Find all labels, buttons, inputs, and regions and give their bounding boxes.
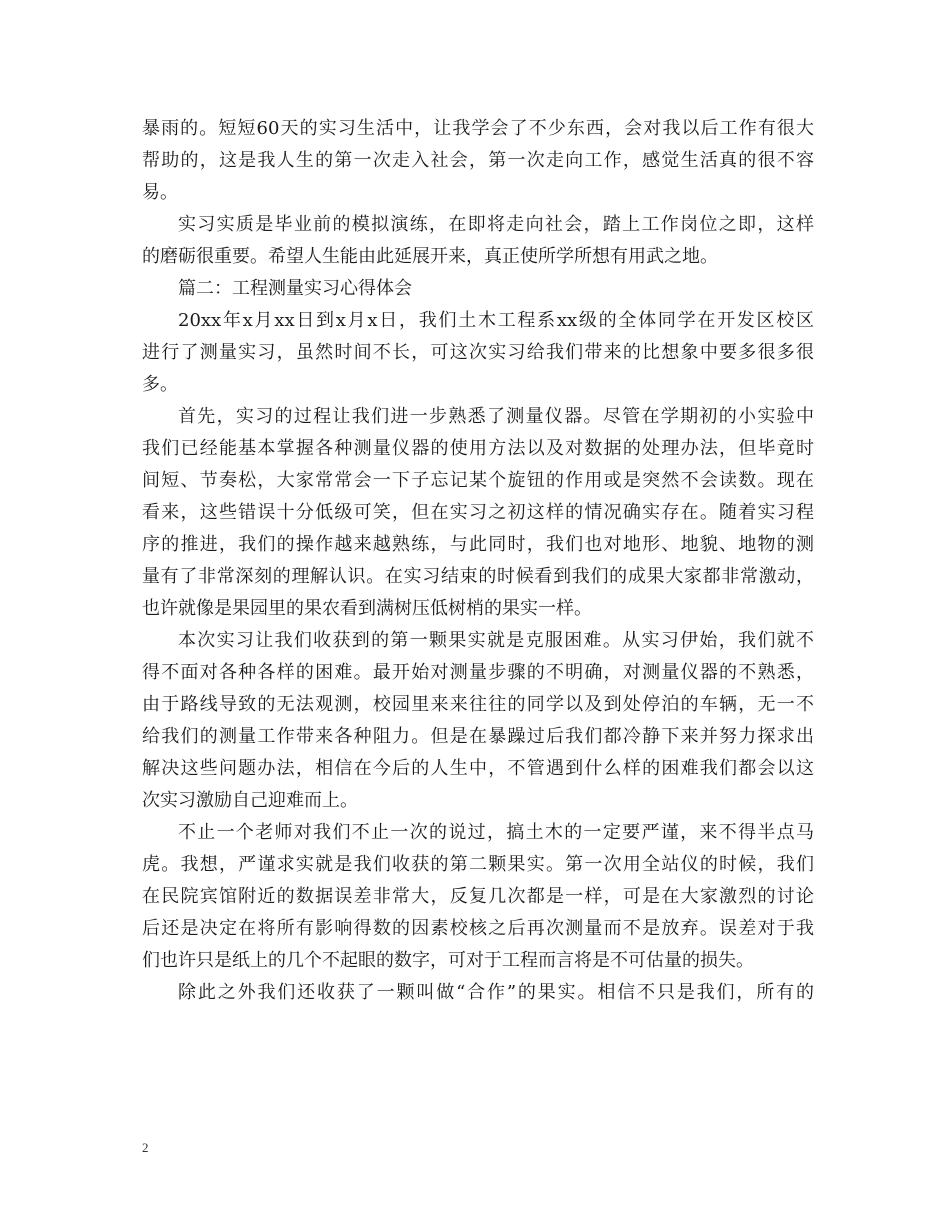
text-line: 也许就像是果园里的果农看到满树压低树梢的果实一样。 — [142, 598, 592, 619]
text-line: 序的推进，我们的操作越来越熟练，与此同时，我们也对地形、地貌、地物的测 — [142, 534, 814, 555]
text-line: 除此之外我们还收获了一颗叫做“合作”的果实。相信不只是我们，所有的 — [178, 982, 814, 1003]
text-line: 我们已经能基本掌握各种测量仪器的使用方法以及对数据的处理办法，但毕竟时 — [142, 438, 814, 459]
text-line: 多。 — [142, 374, 178, 395]
text-line: 给我们的测量工作带来各种阻力。但是在暴躁过后我们都冷静下来并努力探求出 — [142, 726, 814, 747]
text-line: 易。 — [142, 182, 178, 203]
text-line: 帮助的，这是我人生的第一次走入社会，第一次走向工作，感觉生活真的很不容 — [142, 150, 814, 171]
text-line: 20xx年x月xx日到x月x日，我们土木工程系xx级的全体同学在开发区校区 — [178, 310, 814, 331]
body-text — [142, 113, 814, 1009]
text-line: 们也许只是纸上的几个不起眼的数字，可对于工程而言将是不可估量的损失。 — [142, 950, 754, 971]
page-number: 2 — [142, 1140, 149, 1155]
text-line: 量有了非常深刻的理解认识。在实习结束的时候看到我们的成果大家都非常激动， — [142, 566, 814, 587]
section-heading: 篇二：工程测量实习心得体会 — [178, 278, 412, 299]
text-line: 由于路线导致的无法观测，校园里来来往往的同学以及到处停泊的车辆，无一不 — [142, 694, 814, 715]
text-line: 实习实质是毕业前的模拟演练，在即将走向社会，踏上工作岗位之即，这样 — [178, 214, 814, 235]
text-line: 虎。我想，严谨求实就是我们收获的第二颗果实。第一次用全站仪的时候，我们 — [142, 854, 814, 875]
text-line: 解决这些问题办法，相信在今后的人生中，不管遇到什么样的困难我们都会以这 — [142, 758, 814, 779]
text-line: 在民院宾馆附近的数据误差非常大，反复几次都是一样，可是在大家激烈的讨论 — [142, 886, 814, 907]
text-line: 首先，实习的过程让我们进一步熟悉了测量仪器。尽管在学期初的小实验中 — [178, 406, 814, 427]
text-line: 的磨砺很重要。希望人生能由此延展开来，真正使所学所想有用武之地。 — [142, 246, 718, 267]
text-line: 不止一个老师对我们不止一次的说过，搞土木的一定要严谨，来不得半点马 — [178, 822, 814, 843]
text-line: 后还是决定在将所有影响得数的因素校核之后再次测量而不是放弃。误差对于我 — [142, 918, 814, 939]
text-line: 进行了测量实习，虽然时间不长，可这次实习给我们带来的比想象中要多很多很 — [142, 342, 814, 363]
text-line: 本次实习让我们收获到的第一颗果实就是克服困难。从实习伊始，我们就不 — [178, 630, 814, 651]
text-line: 看来，这些错误十分低级可笑，但在实习之初这样的情况确实存在。随着实习程 — [142, 502, 814, 523]
text-line: 得不面对各种各样的困难。最开始对测量步骤的不明确，对测量仪器的不熟悉， — [142, 662, 814, 683]
text-line: 间短、节奏松，大家常常会一下子忘记某个旋钮的作用或是突然不会读数。现在 — [142, 470, 814, 491]
text-line: 次实习激励自己迎难而上。 — [142, 790, 358, 811]
text-line: 暴雨的。短短60天的实习生活中，让我学会了不少东西，会对我以后工作有很大 — [142, 118, 814, 139]
